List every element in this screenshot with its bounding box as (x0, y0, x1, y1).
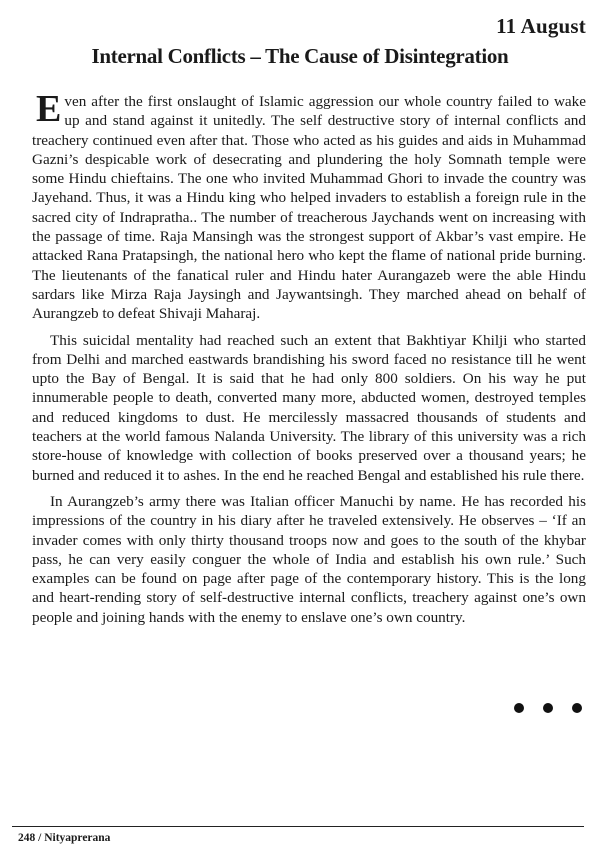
paragraph-3: In Aurangzeb’s army there was Italian officer Manuchi by name. He has recorded his impressions of the country in his diary after he traveled extensively. He observes – ‘If an invader comes with only thirty thousand troops now and goes to the south of the khybar pass, he can very easily conguer the whole of India and establish his own rule.’ Such examples can be found on page after page of the contemporary history. This is the long and heart-rending story of self-destructive internal conflicts, treachery against one’s own people and joining hands with the enemy to enslave one’s own country. (32, 492, 586, 626)
paragraph-2: This suicidal mentality had reached such an extent that Bakhtiyar Khilji who started from Delhi and marched eastwards brandishing his sword faced no resistance till he went upto the Bay of Bengal. It is said that he had only 800 soldiers. On his way he put innumerable people to death, converted many more, abducted women, destroyed temples and reduced kingdoms to dust. He mercilessly massacred thousands of students and teachers at the world famous Nalanda University. The library of this university was a rich store-house of knowledge with collection of books preserved over a thousand years; he burned and reduced it to ashes. In the end he reached Bengal and established his rule there. (32, 331, 586, 484)
section-end-ornament (514, 703, 582, 713)
paragraph-1 (32, 88, 586, 324)
page-folio: 248 / Nityaprerana (18, 832, 111, 844)
ornament-dot (543, 703, 553, 713)
footer-rule (12, 826, 584, 827)
article-body (32, 88, 586, 634)
paragraph-1-text: ven after the first onslaught of Islamic aggression our whole country failed to wake up and stand against it unitedly. The self destructive story of internal conflicts and treachery continued even after that. Those who acted as his guides and aids in Muhammad Gazni’s despicable work of desecrating and plundering the holy Somnath temple were some Hindu chieftains. The one who invited Muhammad Ghori to invade the country was Jayehand. Thus, it was a Hindu king who helped invaders to establish a foreign rule in the sacred city of Indrapratha.. The number of treacherous Jaychands went on increasing with the passage of time. Raja Mansingh was the strongest support of Akbar’s vast empire. He attacked Rana Pratapsingh, the national hero who kept the flame of national pride burning. The lieutenants of the fanatical ruler and Hindu hater Aurangazeb were the able Hindu sardars like Mirza Raja Jaysingh and Jaywantsingh. They marched ahead on behalf of Aurangzeb to defeat Shivaji Maharaj. (32, 93, 586, 323)
page-date: 11 August (496, 14, 586, 38)
page-title: Internal Conflicts – The Cause of Disintegration (91, 44, 509, 68)
ornament-dot (572, 703, 582, 713)
ornament-dot (514, 703, 524, 713)
drop-cap: E (36, 88, 62, 130)
